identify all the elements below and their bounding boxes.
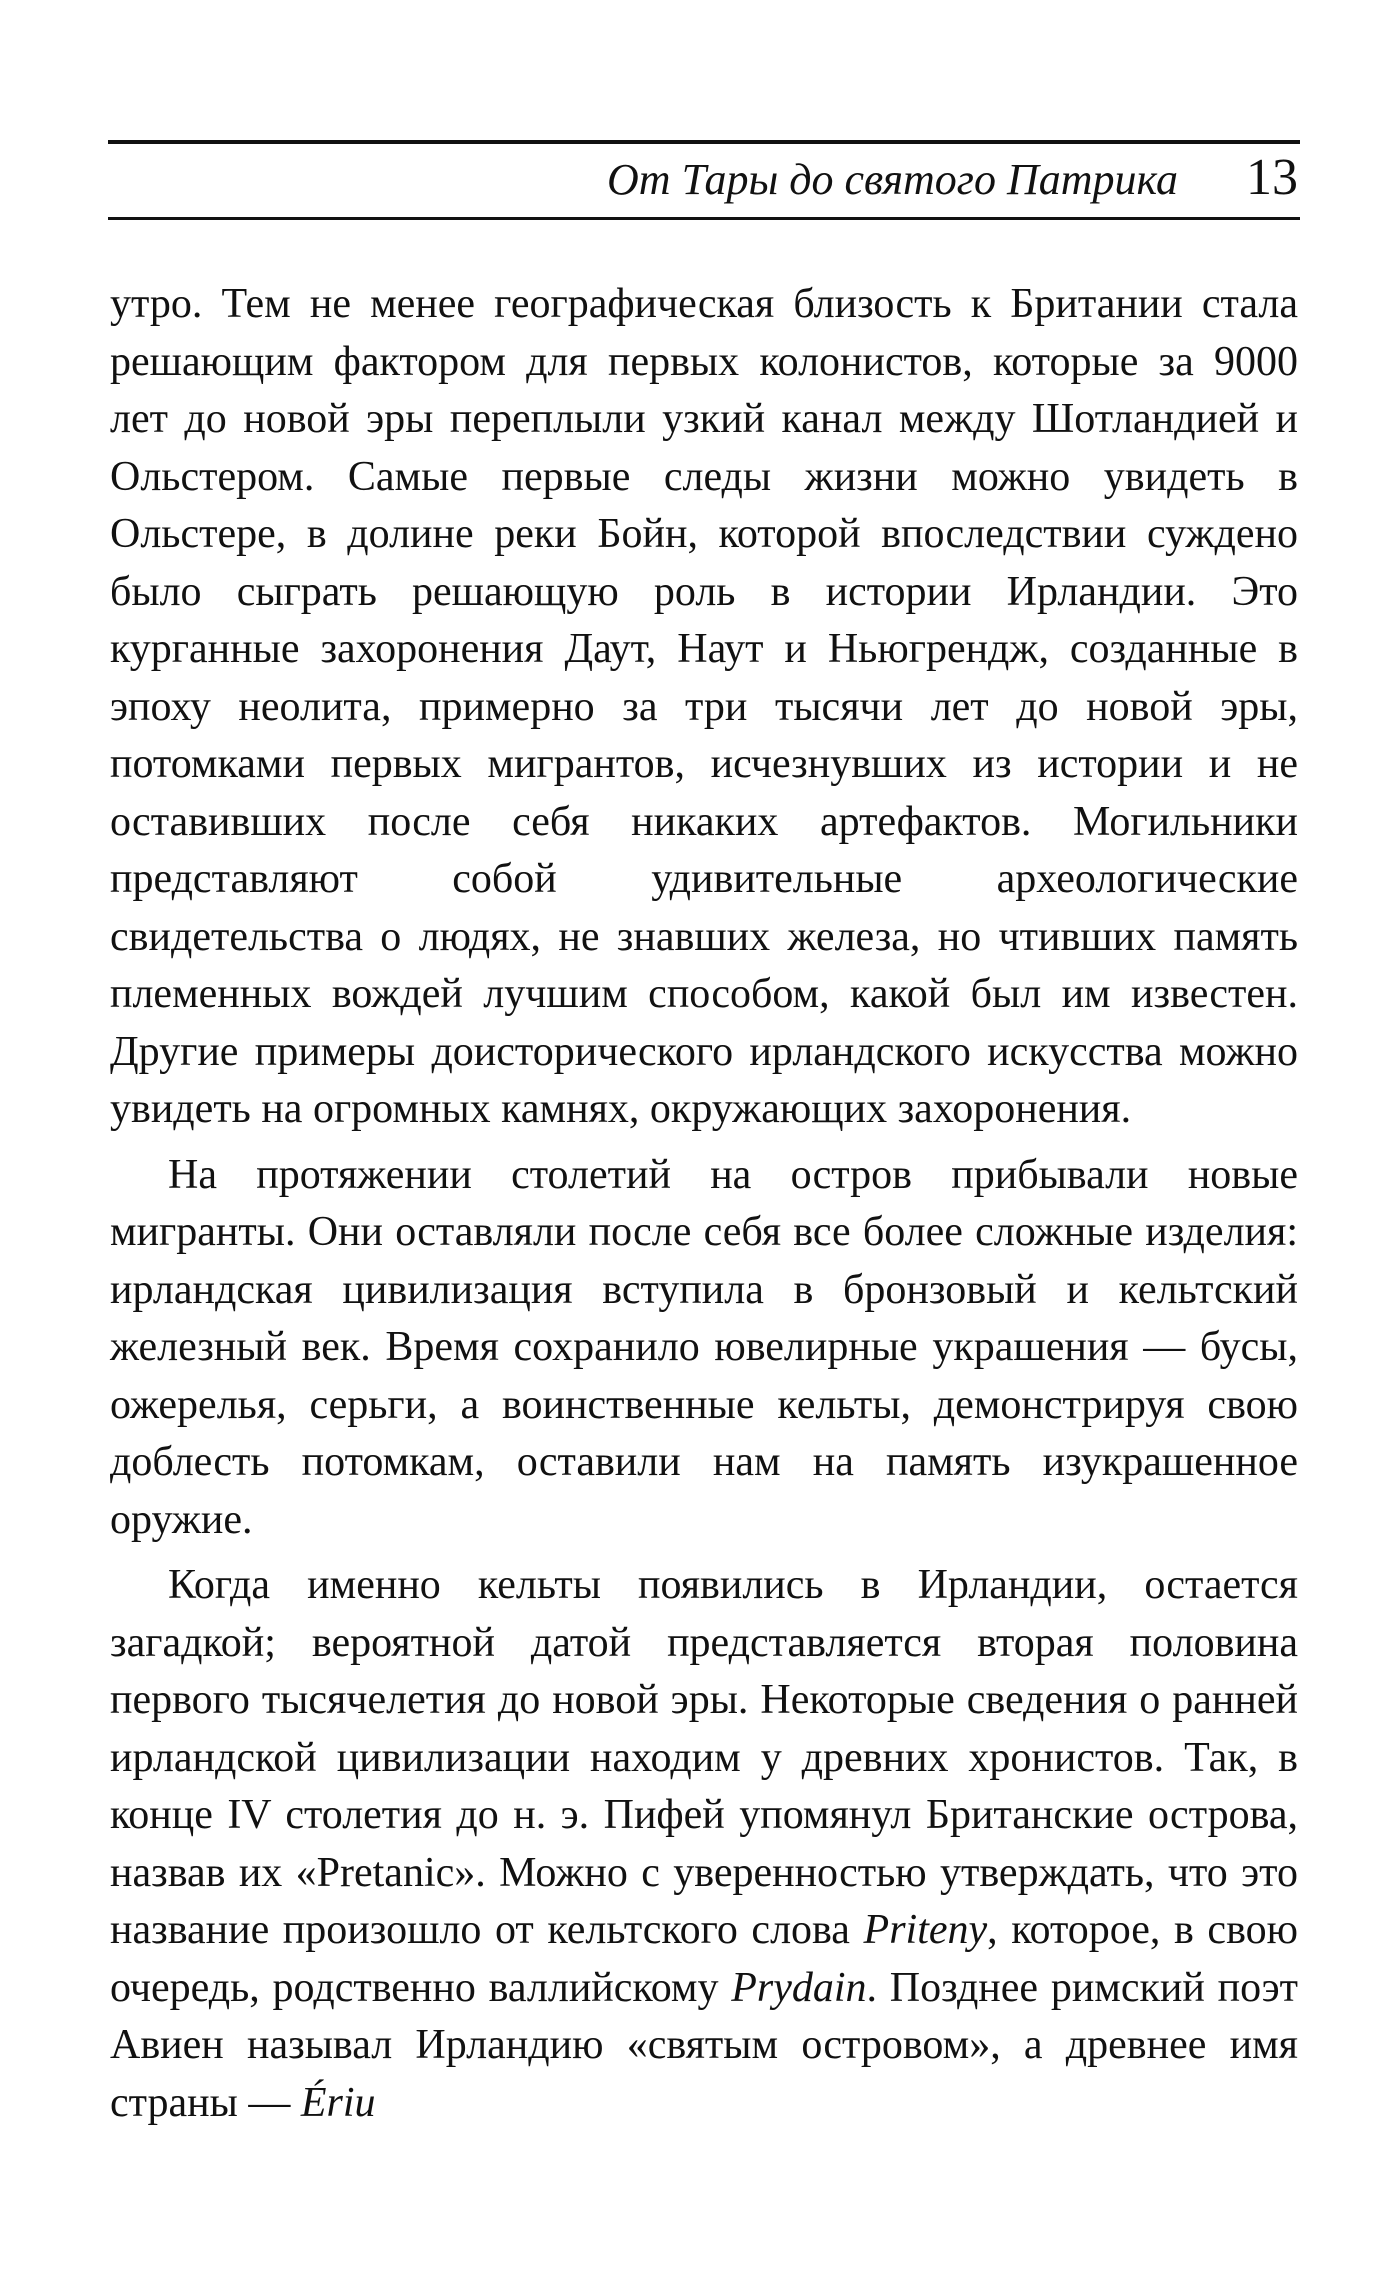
paragraph-1: утро. Тем не менее географическая близость к Британии стала решающим фактором для первых колонистов, которые за 9000 лет до новой эры переплыли узкий канал между Шотландией и Ольстером. Самые первые следы жизни можно увидеть в Ольстере, в долине реки Бойн, которой впоследствии суждено было сыграть решающую роль в истории Ирландии. Это курганные захоронения Даут, Наут и Ньюгрендж, созданные в эпоху неолита, примерно за три тысячи лет до новой эры, потомками первых мигрантов, исчезнувших из истории и не оставивших после себя никаких артефактов. Могильники представляют собой удивительные археологические свидетельства о людях, не знавших железа, но чтивших память племенных вождей лучшим способом, какой был им известен. Другие примеры доисторического ирландского искусства можно увидеть на огромных камнях, окружающих захоронения. bbox=[110, 281, 1298, 1132]
header-rule-bottom bbox=[108, 217, 1300, 220]
paragraph-2: На протяжении столетий на остров прибывали новые мигранты. Они оставляли после себя все более сложные изделия: ирландская цивилизация вступила в бронзовый и кельтский железный век. Время сохранило ювелирные украшения — бусы, ожерелья, серьги, а воинственные кельты, демонстрируя свою доблесть потомкам, оставили нам на память изукрашенное оружие. bbox=[110, 1151, 1298, 1543]
paragraph-3-text-c: . Позднее римский поэт Авиен называл Ирландию «святым островом», а древнее имя страны — bbox=[110, 1964, 1298, 2126]
page-number: 13 bbox=[1246, 149, 1298, 206]
body-text bbox=[110, 276, 1298, 2132]
word-eriu: Ériu bbox=[300, 2079, 376, 2126]
word-priteny: Priteny bbox=[863, 1907, 988, 1953]
word-prydain: Prydain bbox=[731, 1964, 867, 2011]
header-rule-top bbox=[108, 140, 1300, 144]
running-title: От Тары до святого Патрика bbox=[607, 155, 1178, 204]
paragraph-3-text-b: , которое, в свою очередь, родственно валлийскому bbox=[110, 1907, 1298, 2011]
paragraph-3-text-a: Когда именно кельты появились в Ирландии, остается загадкой; вероятной датой представляется вторая половина первого тысячелетия до новой эры. Некоторые сведения о ранней ирландской цивилизации находим у древних хронистов. Так, в конце IV столетия до н. э. Пифей упомянул Британские острова, назвав их «Pretanic». Можно с уверенностью утверждать, что это название произошло от кельтского слова bbox=[110, 1562, 1298, 1953]
paragraph-3 bbox=[110, 1557, 1298, 2132]
